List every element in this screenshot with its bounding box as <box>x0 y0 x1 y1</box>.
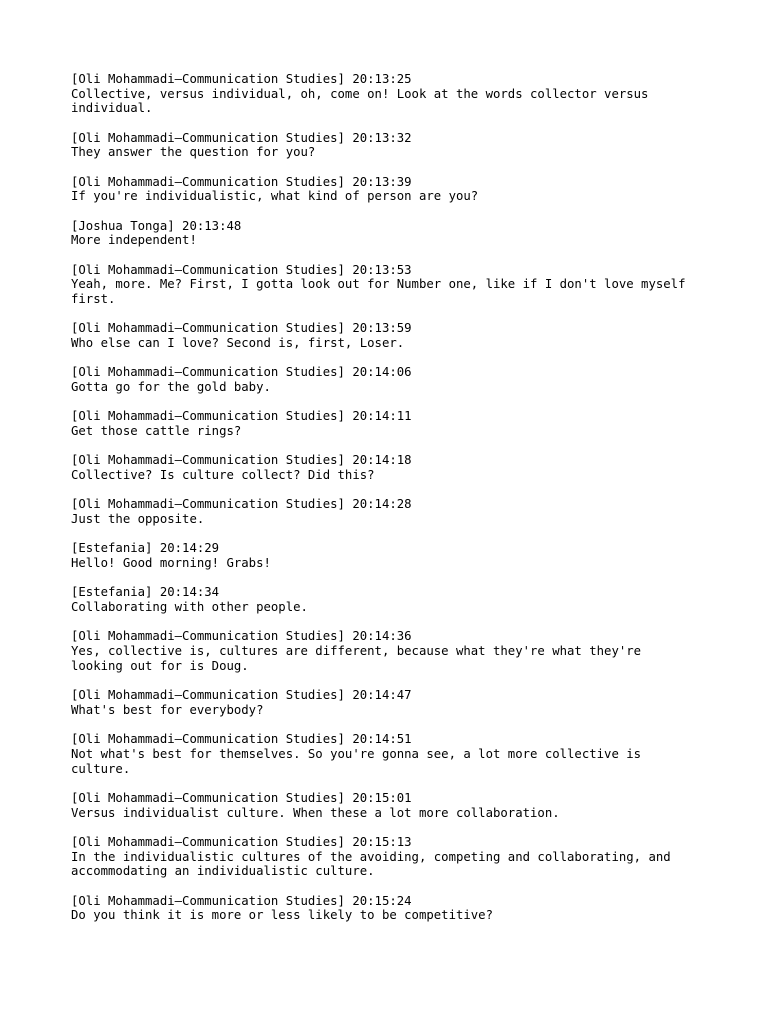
transcript-entry <box>71 541 711 570</box>
speaker-timestamp: [Oli Mohammadi—Communication Studies] 20:14:47 <box>71 688 412 703</box>
speaker-timestamp: [Joshua Tonga] 20:13:48 <box>71 218 242 233</box>
utterance-text: Collective? Is culture collect? Did this? <box>71 468 375 483</box>
utterance-text: In the individualistic cultures of the avoiding, competing and collaborating, and accommodating an individualistic culture. <box>71 849 671 879</box>
utterance-text: Yes, collective is, cultures are different, because what they're what they're looking out for is Doug. <box>71 644 642 673</box>
utterance-text: Hello! Good morning! Grabs! <box>71 556 271 571</box>
transcript-entry <box>71 365 711 394</box>
speaker-timestamp: [Estefania] 20:14:29 <box>71 541 220 556</box>
speaker-timestamp: [Estefania] 20:14:34 <box>71 585 220 600</box>
speaker-timestamp: [Oli Mohammadi—Communication Studies] 20:14:51 <box>71 732 412 747</box>
utterance-text: They answer the question for you? <box>71 145 316 160</box>
speaker-timestamp: [Oli Mohammadi—Communication Studies] 20:14:11 <box>71 409 412 424</box>
transcript-entry <box>71 894 711 923</box>
utterance-text: If you're individualistic, what kind of person are you? <box>71 189 479 204</box>
utterance-text: Gotta go for the gold baby. <box>71 380 271 395</box>
speaker-timestamp: [Oli Mohammadi—Communication Studies] 20:14:36 <box>71 629 412 644</box>
speaker-timestamp: [Oli Mohammadi—Communication Studies] 20:15:13 <box>71 834 412 849</box>
transcript-entry <box>71 791 711 820</box>
speaker-timestamp: [Oli Mohammadi—Communication Studies] 20:14:18 <box>71 453 412 468</box>
speaker-timestamp: [Oli Mohammadi—Communication Studies] 20:14:06 <box>71 365 412 380</box>
utterance-text: More independent! <box>71 233 197 248</box>
utterance-text: Just the opposite. <box>71 512 205 527</box>
transcript-entry <box>71 732 711 776</box>
speaker-timestamp: [Oli Mohammadi—Communication Studies] 20:13:39 <box>71 174 412 189</box>
speaker-timestamp: [Oli Mohammadi—Communication Studies] 20:14:28 <box>71 497 412 512</box>
utterance-text: Collective, versus individual, oh, come on! Look at the words collector versus individual. <box>71 86 649 116</box>
utterance-text: Not what's best for themselves. So you're gonna see, a lot more collective is culture. <box>71 746 642 776</box>
utterance-text: Who else can I love? Second is, first, Loser. <box>71 336 405 351</box>
transcript-entry <box>71 453 711 482</box>
transcript-entry <box>71 72 711 116</box>
transcript-entry <box>71 497 711 526</box>
utterance-text: Collaborating with other people. <box>71 600 308 615</box>
speaker-timestamp: [Oli Mohammadi—Communication Studies] 20:13:25 <box>71 72 412 86</box>
transcript-entry <box>71 585 711 614</box>
transcript-entry <box>71 835 711 879</box>
speaker-timestamp: [Oli Mohammadi—Communication Studies] 20:15:01 <box>71 790 412 805</box>
utterance-text: Do you think it is more or less likely to be competitive? <box>71 908 493 923</box>
transcript-entry <box>71 219 711 248</box>
transcript-entry <box>71 175 711 204</box>
transcript-entry <box>71 629 711 673</box>
utterance-text: Yeah, more. Me? First, I gotta look out for Number one, like if I don't love myself first. <box>71 277 686 307</box>
transcript-entry <box>71 409 711 438</box>
transcript <box>71 72 711 938</box>
speaker-timestamp: [Oli Mohammadi—Communication Studies] 20:13:59 <box>71 321 412 336</box>
transcript-entry <box>71 263 711 307</box>
transcript-entry <box>71 321 711 350</box>
speaker-timestamp: [Oli Mohammadi—Communication Studies] 20:13:32 <box>71 130 412 145</box>
speaker-timestamp: [Oli Mohammadi—Communication Studies] 20:15:24 <box>71 893 412 908</box>
transcript-entry <box>71 688 711 717</box>
utterance-text: Versus individualist culture. When these a lot more collaboration. <box>71 805 560 820</box>
utterance-text: Get those cattle rings? <box>71 424 242 439</box>
transcript-entry <box>71 131 711 160</box>
speaker-timestamp: [Oli Mohammadi—Communication Studies] 20:13:53 <box>71 262 412 277</box>
utterance-text: What's best for everybody? <box>71 702 264 717</box>
